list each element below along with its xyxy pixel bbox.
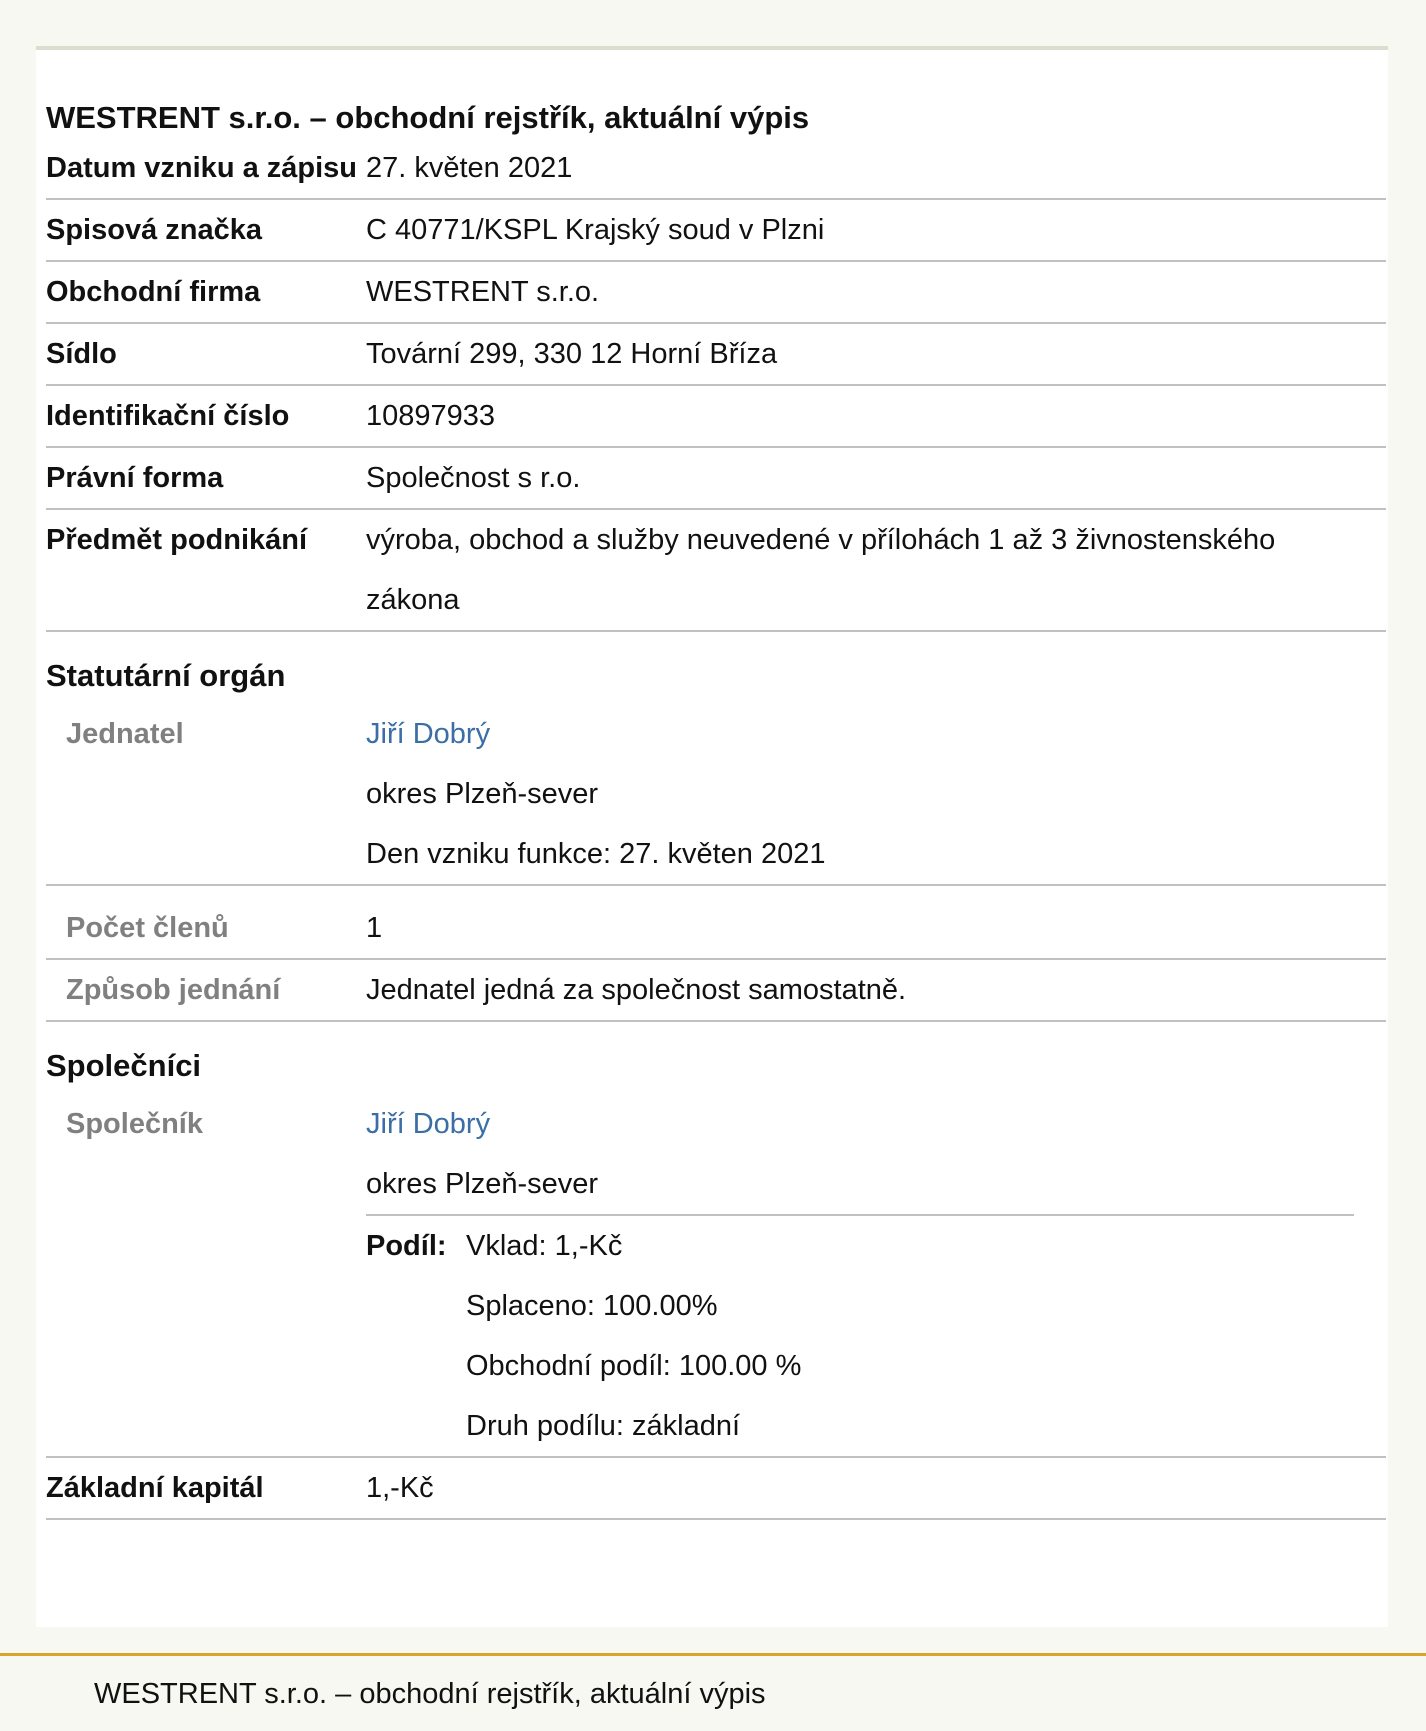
footer-title: WESTRENT s.r.o. – obchodní rejstřík, aktuální výpis: [94, 1678, 766, 1710]
row-label: Způsob jednání: [66, 974, 281, 1006]
row-value: C 40771/KSPL Krajský soud v Plzni: [366, 214, 825, 246]
register-extract: [46, 50, 1386, 1520]
spolecnik-okres: okres Plzeň-sever: [366, 1168, 599, 1200]
row-value: výroba, obchod a služby neuvedené v přílohách 1 až 3 živnostenského zákona: [366, 524, 1276, 616]
row-value: 1,-Kč: [366, 1472, 434, 1504]
row-datum-vzniku: [46, 138, 1386, 200]
row-value: 1: [366, 912, 383, 944]
podil-splaceno: Splaceno: 100.00%: [466, 1290, 718, 1322]
jednatel-den-vzniku: Den vzniku funkce: 27. květen 2021: [366, 838, 826, 870]
footer: [0, 1653, 1426, 1731]
podil-druh: Druh podílu: základní: [466, 1410, 741, 1442]
podil-label: Podíl:: [366, 1230, 447, 1262]
row-label: Základní kapitál: [46, 1472, 264, 1504]
podil-values: [466, 1216, 801, 1456]
row-label: Počet členů: [66, 912, 229, 944]
row-label: Datum vzniku a zápisu: [46, 152, 358, 184]
row-label: Právní forma: [46, 462, 224, 494]
row-value: 10897933: [366, 400, 496, 432]
page-title: WESTRENT s.r.o. – obchodní rejstřík, aktuální výpis: [46, 100, 810, 135]
row-ico: [46, 386, 1386, 448]
row-predmet-podnikani: [46, 510, 1386, 632]
row-label: Identifikační číslo: [46, 400, 290, 432]
row-value: Jednatel jedná za společnost samostatně.: [366, 974, 907, 1006]
spolecnik-name-link[interactable]: Jiří Dobrý: [366, 1108, 491, 1140]
row-label: Sídlo: [46, 338, 117, 370]
row-pocet-clenu: [46, 886, 1386, 960]
row-value: Tovární 299, 330 12 Horní Bříza: [366, 338, 778, 370]
row-value: 27. květen 2021: [366, 152, 573, 184]
row-jednatel: [46, 704, 1386, 886]
row-pravni-forma: [46, 448, 1386, 510]
row-label: Spisová značka: [46, 214, 262, 246]
row-zpusob-jednani: [46, 960, 1386, 1022]
podil-block: [366, 1214, 1354, 1456]
spolecnik-details: [366, 1094, 1386, 1456]
row-sidlo: [46, 324, 1386, 386]
row-obchodni-firma: [46, 262, 1386, 324]
jednatel-details: [366, 704, 1386, 884]
podil-vklad: Vklad: 1,-Kč: [466, 1230, 623, 1262]
row-label: Společník: [66, 1108, 203, 1140]
row-spisova-znacka: [46, 200, 1386, 262]
jednatel-okres: okres Plzeň-sever: [366, 778, 599, 810]
row-label: Obchodní firma: [46, 276, 261, 308]
jednatel-name-link[interactable]: Jiří Dobrý: [366, 718, 491, 750]
row-label: Předmět podnikání: [46, 524, 308, 556]
row-value: Společnost s r.o.: [366, 462, 581, 494]
row-label: Jednatel: [66, 718, 184, 750]
row-zakladni-kapital: [46, 1458, 1386, 1520]
section-spolecnici: Společníci: [46, 1048, 202, 1083]
podil-obchodni: Obchodní podíl: 100.00 %: [466, 1350, 802, 1382]
row-value: WESTRENT s.r.o.: [366, 276, 600, 308]
section-statutarni-organ: Statutární orgán: [46, 658, 286, 693]
row-spolecnik: [46, 1094, 1386, 1458]
